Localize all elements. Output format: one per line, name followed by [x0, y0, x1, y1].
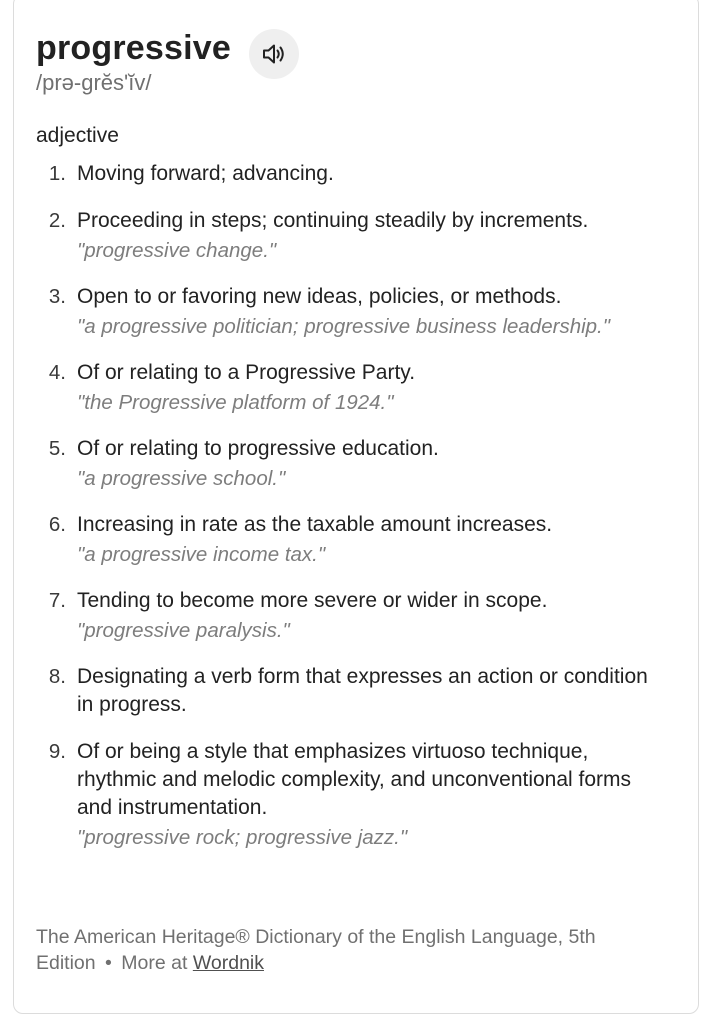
- sense-number: 6.: [48, 513, 66, 536]
- sense-item: [36, 283, 656, 340]
- sense-number: 1.: [48, 162, 66, 185]
- headword: progressive: [36, 29, 231, 67]
- sense-number: 9.: [48, 740, 66, 763]
- sense-list: [36, 160, 656, 851]
- pronunciation-text: /prə-grĕsʹĭv/: [36, 70, 152, 95]
- definition-content: [36, 26, 656, 870]
- sense-number: 2.: [48, 209, 66, 232]
- sense-number: 3.: [48, 285, 66, 308]
- sense-example: "progressive rock; progressive jazz.": [77, 826, 408, 849]
- sense-example: "the Progressive platform of 1924.": [77, 391, 394, 414]
- sense-definition: Increasing in rate as the taxable amount increases.: [77, 513, 553, 536]
- sense-definition: Of or being a style that emphasizes virtuoso technique, rhythmic and melodic complexity, and unconventional forms and instrumentation.: [77, 740, 632, 819]
- sense-item: [36, 587, 656, 644]
- sense-example: "a progressive politician; progressive business leadership.": [77, 315, 611, 338]
- sense-item: [36, 359, 656, 416]
- sense-item: [36, 738, 656, 851]
- speaker-icon: [261, 41, 287, 67]
- more-at-label: More at: [121, 952, 188, 974]
- part-of-speech: adjective: [36, 124, 119, 147]
- sense-example: "a progressive school.": [77, 467, 286, 490]
- wordnik-link[interactable]: Wordnik: [192, 952, 264, 974]
- sense-number: 8.: [48, 665, 66, 688]
- headword-row: [36, 26, 656, 70]
- sense-example: "a progressive income tax.": [77, 543, 326, 566]
- sense-definition: Moving forward; advancing.: [77, 162, 334, 185]
- sense-item: [36, 160, 656, 188]
- source-text: The American Heritage® Dictionary of the English Language, 5th Edition: [36, 926, 596, 974]
- sense-definition: Designating a verb form that expresses an action or condition in progress.: [77, 665, 648, 716]
- sense-item: [36, 663, 656, 719]
- source-attribution: [36, 924, 656, 976]
- sense-definition: Open to or favoring new ideas, policies, or methods.: [77, 285, 562, 308]
- pronunciation-audio-button[interactable]: [249, 29, 299, 79]
- sense-item: [36, 435, 656, 492]
- sense-example: "progressive paralysis.": [77, 619, 290, 642]
- sense-definition: Of or relating to a Progressive Party.: [77, 361, 416, 384]
- sense-number: 5.: [48, 437, 66, 460]
- separator-dot: •: [105, 952, 112, 974]
- sense-definition: Of or relating to progressive education.: [77, 437, 439, 460]
- sense-number: 7.: [48, 589, 66, 612]
- sense-number: 4.: [48, 361, 66, 384]
- sense-item: [36, 207, 656, 264]
- sense-example: "progressive change.": [77, 239, 277, 262]
- sense-definition: Proceeding in steps; continuing steadily by increments.: [77, 209, 589, 232]
- sense-definition: Tending to become more severe or wider in scope.: [77, 589, 548, 612]
- sense-item: [36, 511, 656, 568]
